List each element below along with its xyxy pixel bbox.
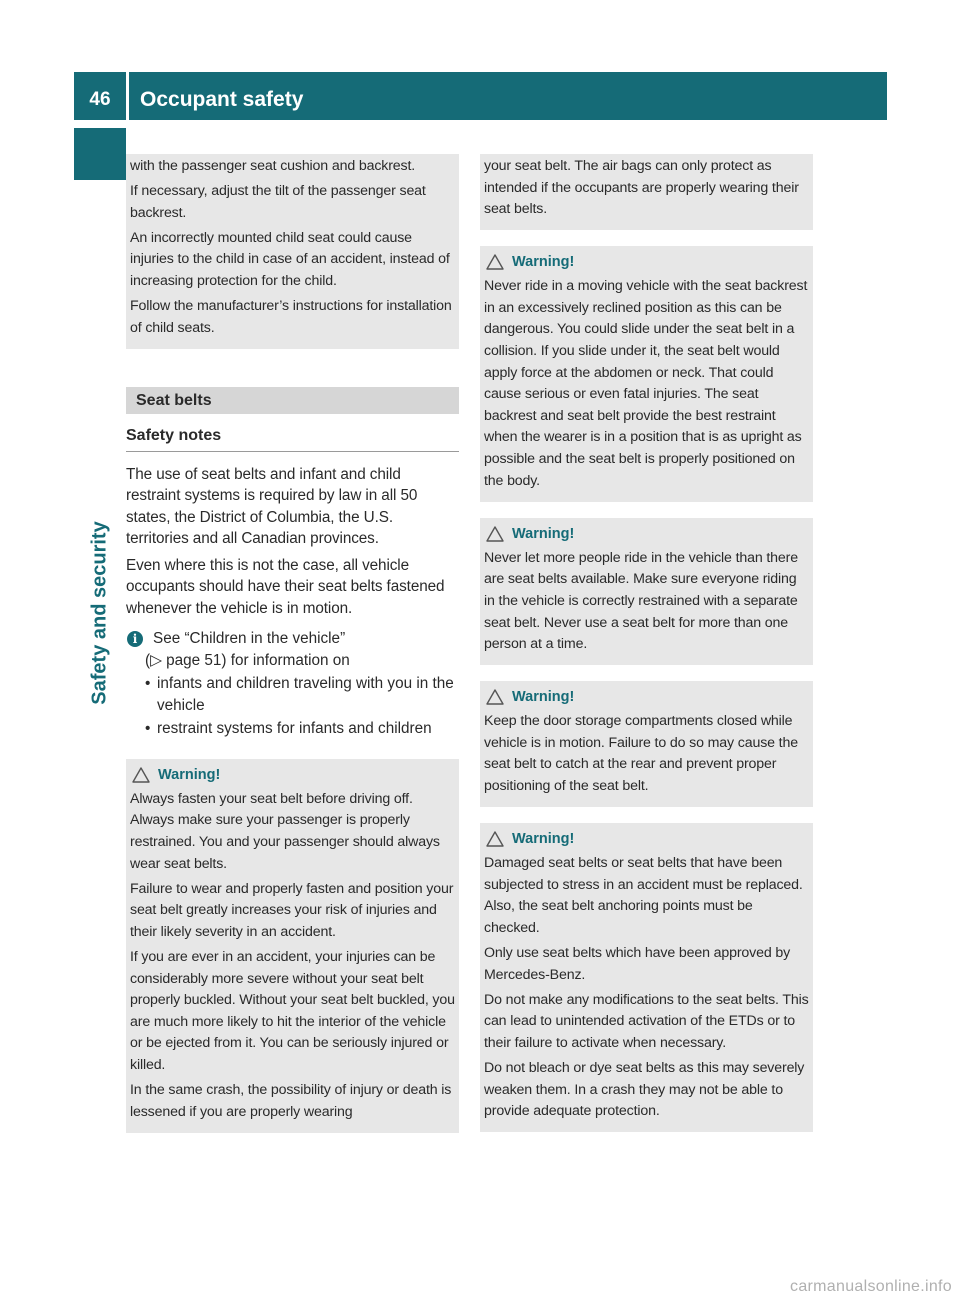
warning-header — [484, 827, 809, 851]
section-title: Seat belts — [136, 391, 212, 409]
page-reference[interactable]: (▷ page 51) for information on — [145, 651, 350, 669]
list-item-text: infants and children traveling with you in the vehicle — [157, 675, 454, 714]
warning-triangle-icon — [486, 689, 504, 705]
note-paragraph: with the passenger seat cushion and backrest. — [130, 158, 416, 174]
bullet-icon: • — [145, 675, 151, 693]
warning-box — [480, 518, 813, 665]
warning-paragraph: Never let more people ride in the vehicle than there are seat belts available. Make sure everyone riding in the vehicle is correctly restrained with a separate seat belt. Never use a seat belt for more than one person at a time. — [484, 549, 798, 653]
note-paragraph: If necessary, adjust the tilt of the passenger seat backrest. — [130, 183, 426, 221]
child-seat-notes-box — [126, 154, 459, 349]
warning-box — [126, 759, 459, 1133]
warning-box — [480, 823, 813, 1132]
warning-paragraph: Keep the door storage compartments closed while vehicle is in motion. Failure to do so may cause the seat belt to catch at the rear and prevent proper positioning of the seat belt. — [484, 713, 798, 794]
right-column — [480, 154, 813, 1132]
warning-paragraph: Do not bleach or dye seat belts as this may severely weaken them. In a crash they may not be able to provide adequate protection. — [484, 1059, 805, 1120]
continued-warning-box — [480, 154, 813, 230]
warning-paragraph: Do not make any modifications to the seat belts. This can lead to unintended activation of the ETDs or to their failure to activate when necessary. — [484, 991, 809, 1051]
warning-paragraph: If you are ever in an accident, your injuries can be considerably more severe without your seat belt properly buckled. Without your seat belt buckled, you are much more likely to hit the interior of the vehicle or be ejected from it. You can be seriously injured or killed. — [130, 948, 455, 1073]
warning-title: Warning! — [512, 689, 575, 706]
page-number: 46 — [89, 89, 111, 110]
watermark: carmanualsonline.info — [790, 1278, 952, 1295]
body-paragraph: The use of seat belts and infant and child restraint systems is required by law in all 50 states, the District of Columbia, the U.S. territories and all Canadian provinces. — [126, 465, 418, 548]
left-column — [126, 154, 459, 1133]
warning-paragraph: In the same crash, the possibility of injury or death is lessened if you are properly wearing — [130, 1081, 452, 1120]
side-tab-label: Safety and security — [88, 521, 111, 705]
warning-paragraph: Damaged seat belts or seat belts that have been subjected to stress in an accident must be replaced. Also, the seat belt anchoring points must be checked. — [484, 855, 803, 936]
section-heading-band — [126, 387, 459, 414]
warning-box — [480, 246, 813, 501]
warning-triangle-icon — [132, 767, 150, 783]
warning-paragraph: Failure to wear and properly fasten and position your seat belt greatly increases your risk of injuries and their likely severity in an accident. — [130, 880, 454, 940]
warning-header — [484, 250, 809, 274]
warning-paragraph: Only use seat belts which have been approved by Mercedes-Benz. — [484, 944, 791, 983]
note-paragraph: Follow the manufacturer’s instructions for installation of child seats. — [130, 298, 452, 336]
info-note — [126, 628, 459, 740]
warning-triangle-icon — [486, 831, 504, 847]
warning-title: Warning! — [512, 831, 575, 848]
bullet-icon: • — [145, 720, 151, 738]
warning-triangle-icon — [486, 526, 504, 542]
info-text: See “Children in the vehicle” — [153, 630, 346, 648]
warning-header — [484, 685, 809, 709]
side-tab — [84, 498, 116, 728]
note-paragraph: An incorrectly mounted child seat could cause injuries to the child in case of an accident, instead of increasing protection for the child. — [130, 229, 450, 289]
side-tab-block — [74, 128, 126, 180]
info-icon: i — [127, 631, 143, 647]
warning-box — [480, 681, 813, 807]
warning-paragraph: Never ride in a moving vehicle with the seat backrest in an excessively reclined position as this can be dangerous. You could slide under the seat belt in a collision. If you slide under it, the seat belt would apply force at the abdomen or neck. That could cause serious or even fatal injuries. The seat backrest and seat belt provide the best restraint when the wearer is in a position that is as upright as possible and the seat belt is properly positioned on the body. — [484, 278, 808, 489]
warning-title: Warning! — [512, 254, 575, 271]
list-item — [126, 673, 459, 716]
warning-paragraph: your seat belt. The air bags can only protect as intended if the occupants are properly wearing their seat belts. — [484, 158, 799, 218]
list-item — [126, 718, 459, 740]
warning-title: Warning! — [158, 766, 221, 783]
warning-paragraph: Always fasten your seat belt before driving off. Always make sure your passenger is properly restrained. You and your passenger should always wear seat belts. — [130, 790, 440, 872]
subheading: Safety notes — [126, 425, 459, 452]
warning-title: Warning! — [512, 525, 575, 542]
body-paragraph: Even where this is not the case, all vehicle occupants should have their seat belts fastened whenever the vehicle is in motion. — [126, 556, 445, 617]
warning-header — [130, 763, 455, 787]
list-item-text: restraint systems for infants and children — [157, 720, 432, 738]
warning-triangle-icon — [486, 254, 504, 270]
page-title: Occupant safety — [140, 88, 304, 111]
warning-header — [484, 522, 809, 546]
